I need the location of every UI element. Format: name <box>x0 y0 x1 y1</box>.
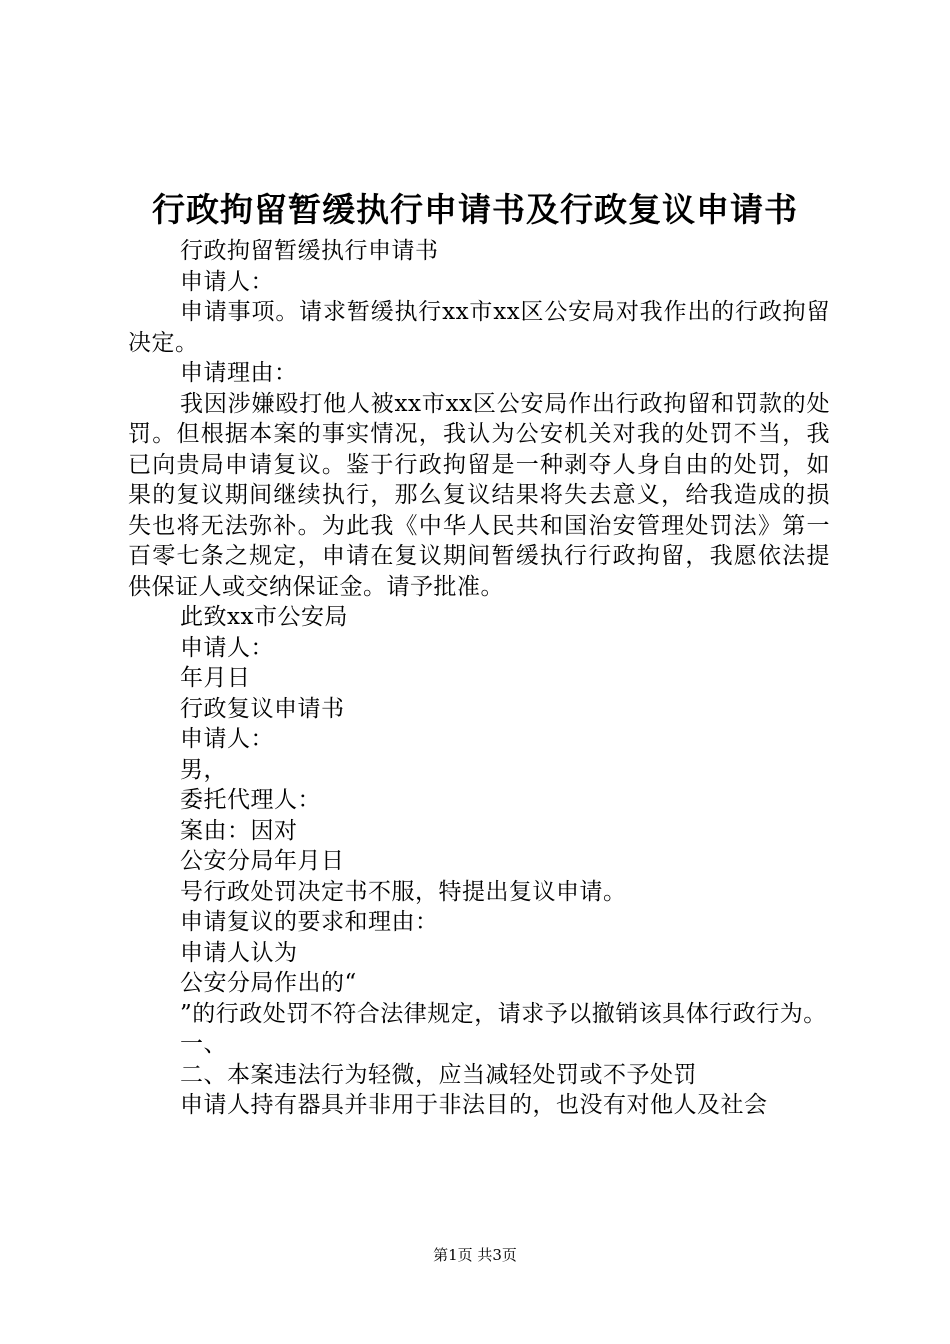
paragraph: ”的行政处罚不符合法律规定，请求予以撤销该具体行政行为。 <box>180 1000 827 1027</box>
paragraph: 申请人持有器具并非用于非法目的，也没有对他人及社会 <box>180 1092 768 1118</box>
paragraph: 男， <box>180 756 227 783</box>
paragraph: 公安分局年月日 <box>180 848 345 874</box>
paragraph: 申请人： <box>180 726 274 752</box>
paragraph: 案由：因对 <box>180 817 298 844</box>
paragraph: 行政复议申请书 <box>180 695 345 722</box>
paragraph: 申请人： <box>180 634 274 661</box>
paragraph: 行政拘留暂缓执行申请书 <box>180 238 439 264</box>
paragraph: 申请复议的要求和理由： <box>180 909 439 935</box>
paragraph: 申请事项。请求暂缓执行xx市xx区公安局对我作出的行政拘留决定。 <box>128 299 830 356</box>
page-footer: 第1页 共3页 <box>433 1246 517 1264</box>
paragraph: 号行政处罚决定书不服，特提出复议申请。 <box>180 878 627 905</box>
paragraph: 年月日 <box>180 665 251 691</box>
paragraph: 申请人： <box>180 268 274 295</box>
paragraph: 申请理由： <box>180 360 298 386</box>
document-body <box>128 236 830 1121</box>
paragraph: 申请人认为 <box>180 939 298 966</box>
paragraph: 此致xx市公安局 <box>180 604 348 630</box>
paragraph: 一、 <box>180 1031 227 1057</box>
paragraph: 二、本案违法行为轻微，应当减轻处罚或不予处罚 <box>180 1061 697 1088</box>
paragraph: 我因涉嫌殴打他人被xx市xx区公安局作出行政拘留和罚款的处罚。但根据本案的事实情况，我认为公安机关对我的处罚不当，我已向贵局申请复议。鉴于行政拘留是一种剥夺人身自由的处罚，如果的复议期间继续执行，那么复议结果将失去意义，给我造成的损失也将无法弥补。为此我《中华人民共和国治安管理处罚法》第一百零七条之规定，申请在复议期间暂缓执行行政拘留，我愿依法提供保证人或交纳保证金。请予批准。 <box>128 390 830 600</box>
paragraph: 公安分局作出的“ <box>180 970 357 996</box>
document-title: 行政拘留暂缓执行申请书及行政复议申请书 <box>152 190 798 229</box>
paragraph: 委托代理人： <box>180 787 321 813</box>
